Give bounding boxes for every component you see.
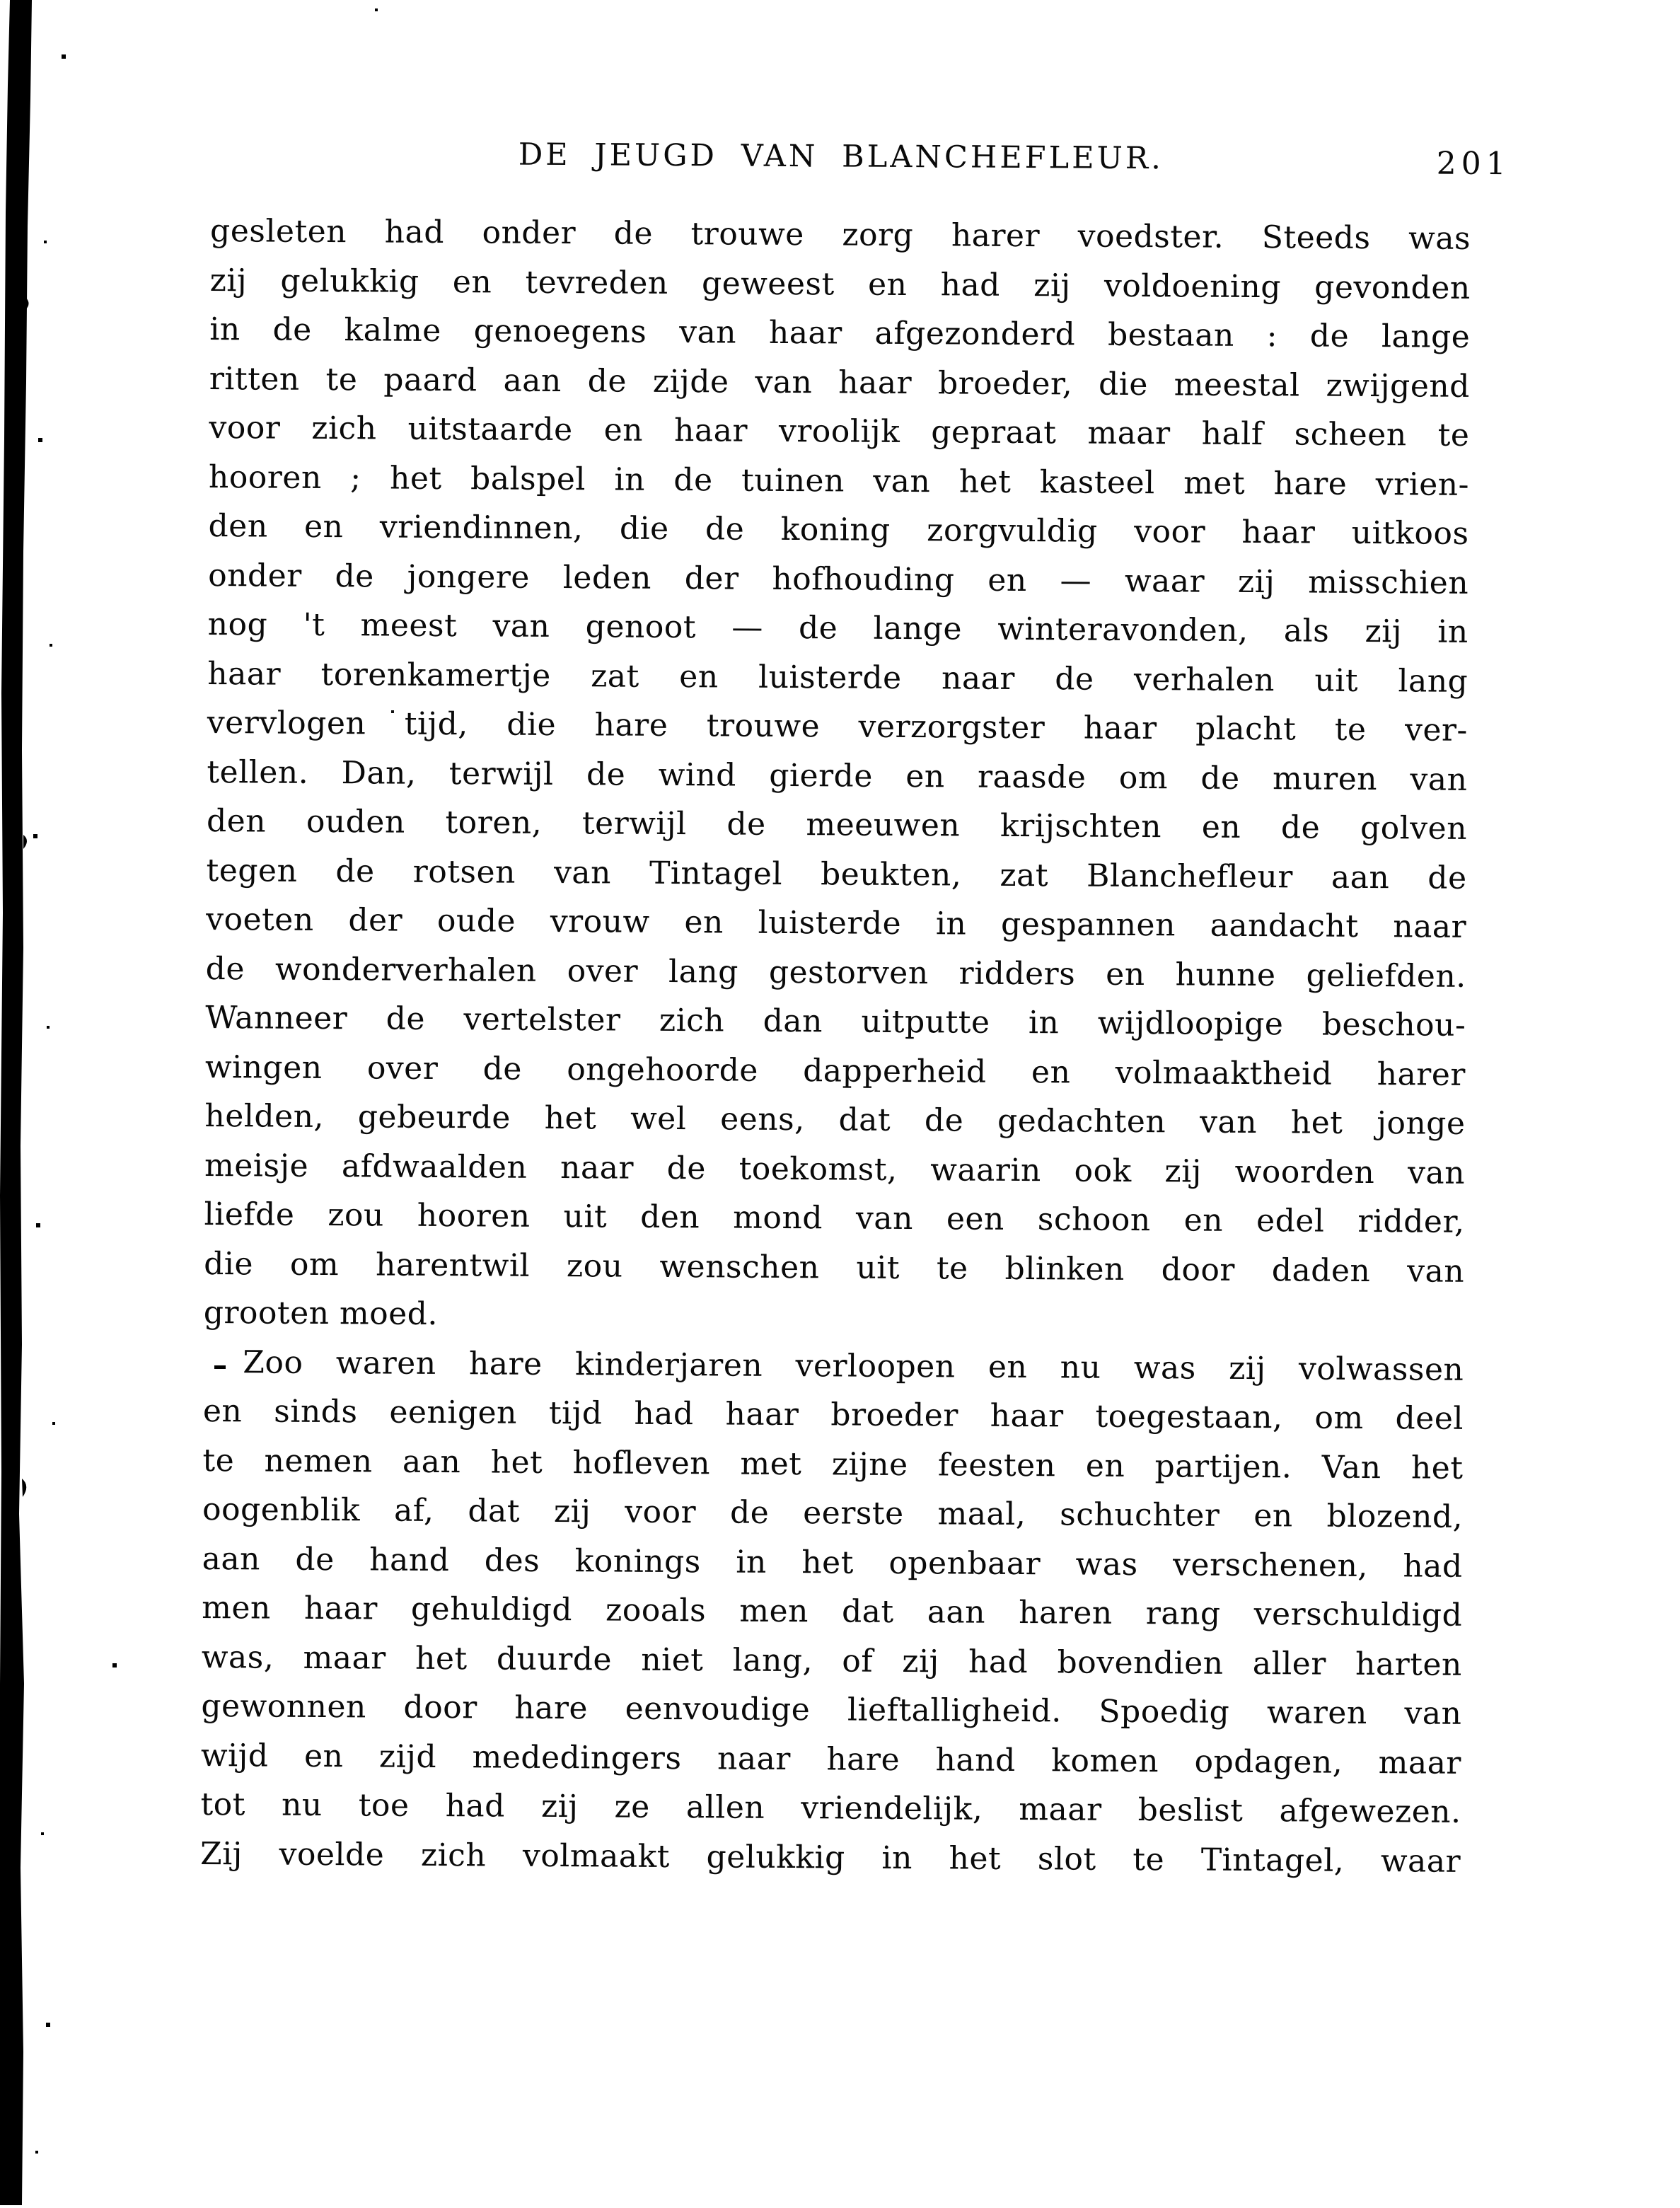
text-line: tegen de rotsen van Tintagel beukten, zat Blanchefleur aan de bbox=[206, 852, 1467, 896]
text-line: grooten moed. bbox=[203, 1294, 439, 1332]
text-line: oogenblik af, dat zij voor de eerste maal, schuchter en blozend, bbox=[202, 1491, 1464, 1535]
text-line: te nemen aan het hofleven met zijne feesten en partijen. Van het bbox=[202, 1442, 1464, 1486]
text-line: haar torenkamertje zat en luisterde naar de verhalen uit lang bbox=[207, 655, 1468, 700]
text-line: voor zich uitstaarde en haar vroolijk gepraat maar half scheen te bbox=[209, 409, 1470, 453]
text-line: onder de jongere leden der hofhouding en — waar zij misschien bbox=[208, 557, 1469, 601]
text-line: aan de hand des konings in het openbaar was verschenen, had bbox=[202, 1540, 1463, 1585]
text-line: vervlogen tijd, die hare trouwe verzorgster haar placht te ver- bbox=[207, 704, 1468, 748]
chapter-title: DE JEUGD VAN BLANCHEFLEUR. bbox=[518, 137, 1164, 177]
page-text bbox=[200, 207, 1471, 1886]
text-line: helden, gebeurde het wel eens, dat de gedachten van het jonge bbox=[204, 1097, 1466, 1142]
binding-shadow-shape bbox=[0, 0, 57, 2205]
text-line: meisje afdwaalden naar de toekomst, waarin ook zij woorden van bbox=[204, 1147, 1466, 1191]
text-line: liefde zou hooren uit den mond van een schoon en edel ridder, bbox=[204, 1196, 1465, 1240]
text-line: wingen over de ongehoorde dapperheid en volmaaktheid harer bbox=[204, 1048, 1466, 1093]
text-line: wijd en zijd mededingers naar hare hand komen opdagen, maar bbox=[200, 1737, 1462, 1781]
text-line: Zoo waren hare kinderjaren verloopen en nu was zij volwassen bbox=[243, 1343, 1464, 1388]
running-header bbox=[211, 132, 1511, 190]
text-line: nog 't meest van genoot — de lange winteravonden, als zij in bbox=[207, 606, 1468, 650]
text-line: men haar gehuldigd zooals men dat aan haren rang verschuldigd bbox=[202, 1589, 1463, 1634]
text-line: ritten te paard aan de zijde van haar broeder, die meestal zwijgend bbox=[209, 360, 1470, 405]
text-line: de wonderverhalen over lang gestorven ridders en hunne geliefden. bbox=[205, 950, 1466, 995]
text-line: den ouden toren, terwijl de meeuwen krijschten en de golven bbox=[206, 802, 1468, 847]
text-line: die om harentwil zou wenschen uit te blinken door daden van bbox=[204, 1245, 1465, 1290]
text-line: tellen. Dan, terwijl de wind gierde en raasde om de muren van bbox=[207, 753, 1468, 798]
text-line: Zij voelde zich volmaakt gelukkig in het slot te Tintagel, waar bbox=[199, 1835, 1461, 1880]
page-number: 201 bbox=[1436, 145, 1511, 183]
text-line: tot nu toe had zij ze allen vriendelijk, maar beslist afgewezen. bbox=[200, 1786, 1461, 1830]
scan-speck-layer bbox=[0, 0, 3, 3]
page-content bbox=[199, 132, 1511, 1886]
text-line: gewonnen door hare eenvoudige lieftalligheid. Spoedig waren van bbox=[201, 1687, 1462, 1732]
text-line: voeten der oude vrouw en luisterde in gespannen aandacht naar bbox=[206, 901, 1467, 945]
text-line: hooren ; het balspel in de tuinen van het kasteel met hare vrien- bbox=[208, 458, 1470, 503]
text-line: in de kalme genoegens van haar afgezonderd bestaan : de lange bbox=[209, 311, 1471, 355]
text-line: en sinds eenigen tijd had haar broeder haar toegestaan, om deel bbox=[202, 1392, 1464, 1437]
text-line: den en vriendinnen, die de koning zorgvuldig voor haar uitkoos bbox=[208, 507, 1469, 552]
binding-shadow bbox=[0, 0, 57, 2205]
text-line: zij gelukkig en tevreden geweest en had zij voldoening gevonden bbox=[209, 262, 1471, 306]
text-line: gesleten had onder de trouwe zorg harer voedster. Steeds was bbox=[209, 212, 1471, 257]
text-line: Wanneer de vertelster zich dan uitputte in wijdloopige beschou- bbox=[205, 999, 1466, 1044]
text-line: was, maar het duurde niet lang, of zij had bovendien aller harten bbox=[201, 1638, 1462, 1683]
